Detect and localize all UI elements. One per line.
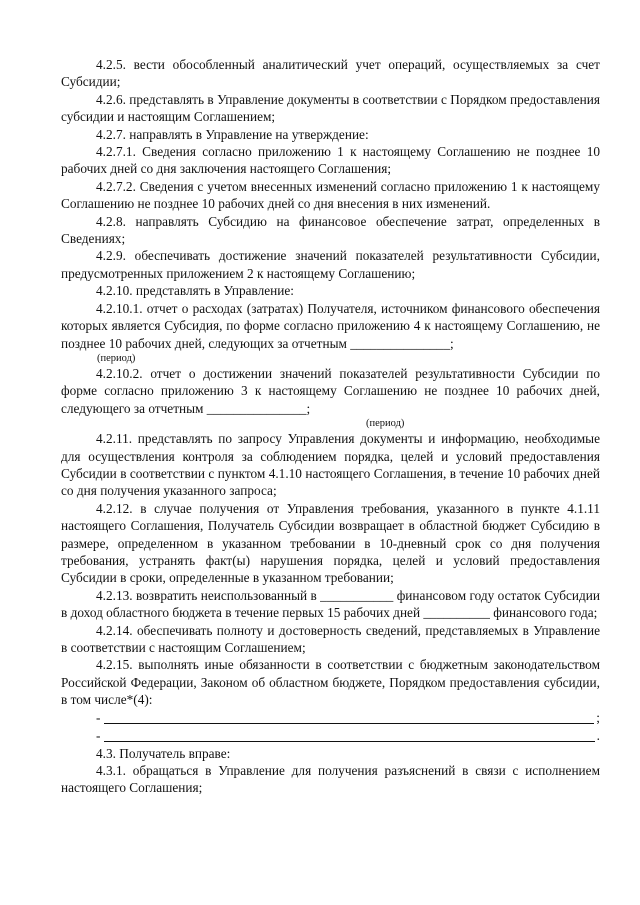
- blank-item-2-end: .: [596, 728, 600, 744]
- blank-item-2: [61, 727, 600, 745]
- blank-item-1-end: ;: [596, 710, 600, 726]
- clause-4-2-8: 4.2.8. направлять Субсидию на финансовое обеспечение затрат, определенных в Сведениях;: [61, 213, 600, 247]
- document-body: [61, 56, 600, 797]
- blank-item-1: [61, 709, 600, 727]
- clause-4-2-6: 4.2.6. представлять в Управление документы в соответствии с Порядком предоставления субсидии и настоящим Соглашением;: [61, 91, 600, 125]
- clause-4-2-7-1: 4.2.7.1. Сведения согласно приложению 1 к настоящему Соглашению не позднее 10 рабочих дней со дня заключения настоящего Соглашения;: [61, 144, 600, 177]
- blank-item-1-rule: [104, 709, 594, 724]
- clause-4-2-5: 4.2.5. вести обособленный аналитический учет операций, осуществляемых за счет Субсидии;: [61, 57, 600, 90]
- period-caption-2: (период): [366, 418, 405, 430]
- clause-4-2-12: 4.2.12. в случае получения от Управления требования, указанного в пункте 4.1.11 настоящего Соглашения, Получатель Субсидии возвращает в областной бюджет Субсидию в размере, определенном в указанном требовании в 10-дневный срок со дня получения требования, устранять факт(ы) нарушения порядка, целей и условий предоставления Субсидии в сроки, определенные в указанном требовании;: [61, 500, 600, 586]
- clause-4-2-10-2: 4.2.10.2. отчет о достижении значений показателей результативности Субсидии по форме согласно приложению 3 к настоящему Соглашению не позднее 10 рабочих дней, следующего за отчетным _______________;: [61, 365, 600, 416]
- blank-item-2-dash: -: [96, 728, 101, 744]
- clause-4-2-11: 4.2.11. представлять по запросу Управления документы и информацию, необходимые для осуществления контроля за соблюдением порядка, целей и условий предоставления Субсидии в соответствии с пунктом 4.1.10 настоящего Соглашения, в течение 10 рабочих дней со дня получения указанного запроса;: [61, 431, 600, 499]
- blank-item-1-dash: -: [96, 710, 101, 726]
- clause-4-2-7: 4.2.7. направлять в Управление на утверждение:: [96, 126, 369, 142]
- clause-4-2-7-2: 4.2.7.2. Сведения с учетом внесенных изменений согласно приложению 1 к настоящему Соглашению не позднее 10 рабочих дней со дня внесения в них изменений.: [61, 178, 600, 212]
- clause-4-2-13: 4.2.13. возвратить неиспользованный в ___________ финансовом году остаток Субсидии в доход областного бюджета в течение первых 15 рабочих дней __________ финансового года;: [61, 587, 600, 621]
- clause-4-2-14: 4.2.14. обеспечивать полноту и достоверность сведений, представляемых в Управление в соответствии с настоящим Соглашением;: [61, 622, 600, 655]
- clause-4-2-15: 4.2.15. выполнять иные обязанности в соответствии с бюджетным законодательством Российской Федерации, Законом об областном бюджете, Порядком предоставления субсидии, в том числе*(4):: [61, 657, 600, 708]
- clause-4-2-10-1: 4.2.10.1. отчет о расходах (затратах) Получателя, источником финансового обеспечения которых является Субсидия, по форме согласно приложению 4 к настоящему Соглашению, не позднее 10 рабочих дней, следующих за отчетным _______________;: [61, 300, 600, 351]
- clause-4-2-9: 4.2.9. обеспечивать достижение значений показателей результативности Субсидии, предусмотренных приложением 2 к настоящему Соглашению;: [61, 248, 600, 281]
- clause-4-3: 4.3. Получатель вправе:: [96, 745, 231, 761]
- period-caption-1: (период): [97, 352, 136, 364]
- blank-item-2-rule: [104, 727, 594, 742]
- clause-4-2-10: 4.2.10. представлять в Управление:: [96, 283, 294, 299]
- clause-4-3-1: 4.3.1. обращаться в Управление для получения разъяснений в связи с исполнением настоящего Соглашения;: [61, 763, 600, 796]
